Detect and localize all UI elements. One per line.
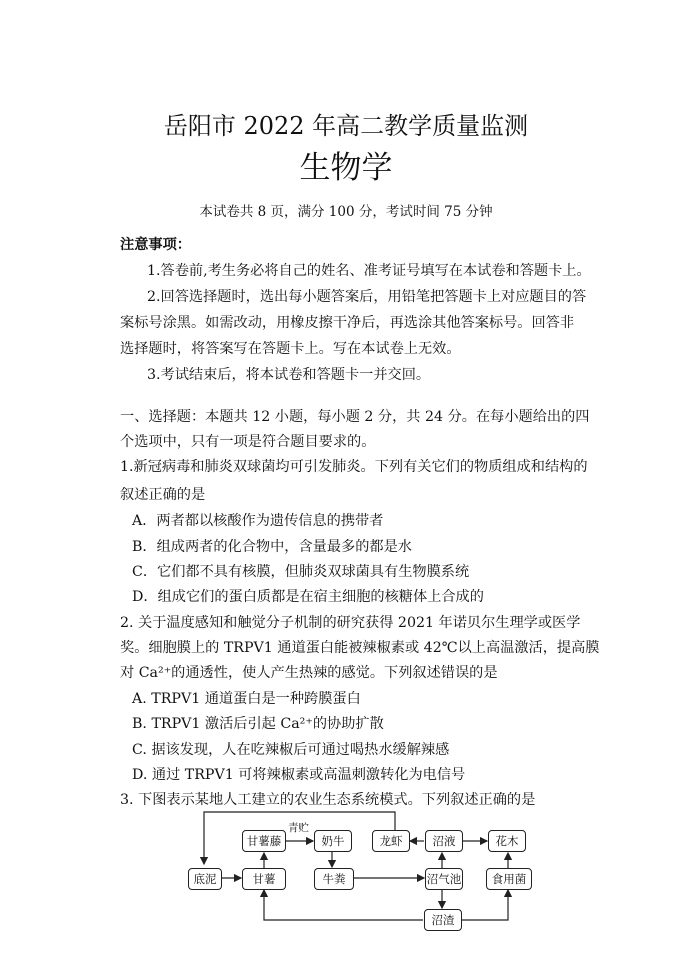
- node-longxia: 龙虾: [372, 830, 410, 852]
- question-1-stem: 1.新冠病毒和肺炎双球菌均可引发肺炎。下列有关它们的物质组成和结构的: [120, 459, 588, 475]
- question-1-option-a: A．两者都以核酸作为遗传信息的携带者: [132, 513, 384, 529]
- notice-line: 选择题时，将答案写在答题卡上。写在本试卷上无效。: [120, 341, 461, 357]
- section-heading: 个选项中，只有一项是符合题目要求的。: [120, 434, 376, 450]
- node-ganshu-teng: 甘薯藤: [242, 830, 286, 852]
- node-zhaoye: 沼液: [425, 830, 463, 852]
- subject-title: 生物学: [299, 150, 393, 186]
- node-ganshu: 甘薯: [242, 868, 286, 890]
- question-2-stem: 奖。细胞膜上的 TRPV1 通道蛋白能被辣椒素或 42℃以上高温激活，提高膜: [120, 640, 600, 656]
- notice-line: 3.考试结束后，将本试卷和答题卡一并交回。: [147, 367, 431, 383]
- question-2-stem: 对 Ca²⁺的通透性，使人产生热辣的感觉。下列叙述错误的是: [120, 665, 498, 681]
- node-dini: 底泥: [188, 868, 222, 890]
- question-2-option-b: B. TRPV1 激活后引起 Ca²⁺的协助扩散: [132, 716, 384, 732]
- question-1-option-d: D．组成它们的蛋白质都是在宿主细胞的核糖体上合成的: [132, 589, 484, 605]
- node-zhaoqichi: 沼气池: [425, 868, 463, 890]
- notice-line: 案标号涂黑。如需改动，用橡皮擦干净后，再选涂其他答案标号。回答非: [120, 315, 575, 331]
- node-nainiu: 奶牛: [314, 830, 352, 852]
- question-2-stem: 2. 关于温度感知和触觉分子机制的研究获得 2021 年诺贝尔生理学或医学: [120, 615, 581, 631]
- exam-info: 本试卷共 8 页，满分 100 分，考试时间 75 分钟: [199, 204, 493, 220]
- node-niufen: 牛粪: [314, 868, 354, 890]
- question-2-option-d: D. 通过 TRPV1 可将辣椒素或高温刺激转化为电信号: [132, 767, 466, 783]
- page-title: 岳阳市 2022 年高二教学质量监测: [163, 112, 529, 140]
- question-1-option-c: C．它们都不具有核膜，但肺炎双球菌具有生物膜系统: [132, 564, 470, 580]
- node-zhaozha: 沼渣: [424, 909, 462, 931]
- question-2-option-c: C. 据该发现，人在吃辣椒后可通过喝热水缓解辣感: [132, 742, 450, 758]
- node-shiyongjun: 食用菌: [486, 868, 532, 890]
- notice-line: 2.回答选择题时，选出每小题答案后，用铅笔把答题卡上对应题目的答: [147, 289, 587, 305]
- question-2-option-a: A. TRPV1 通道蛋白是一种跨膜蛋白: [132, 691, 361, 707]
- ecosystem-diagram: [180, 808, 560, 938]
- question-1-stem: 叙述正确的是: [120, 487, 206, 503]
- notice-line: 1.答卷前,考生务必将自己的姓名、准考证号填写在本试卷和答题卡上。: [147, 263, 591, 279]
- label-qingzhu: 青贮: [288, 822, 309, 834]
- question-1-option-b: B．组成两者的化合物中，含量最多的都是水: [132, 539, 412, 555]
- question-3-stem: 3. 下图表示某地人工建立的农业生态系统模式。下列叙述正确的是: [120, 792, 536, 808]
- section-heading: 一、选择题：本题共 12 小题，每小题 2 分，共 24 分。在每小题给出的四: [120, 409, 590, 425]
- node-huamu: 花木: [488, 830, 526, 852]
- notice-heading: 注意事项：: [120, 237, 191, 253]
